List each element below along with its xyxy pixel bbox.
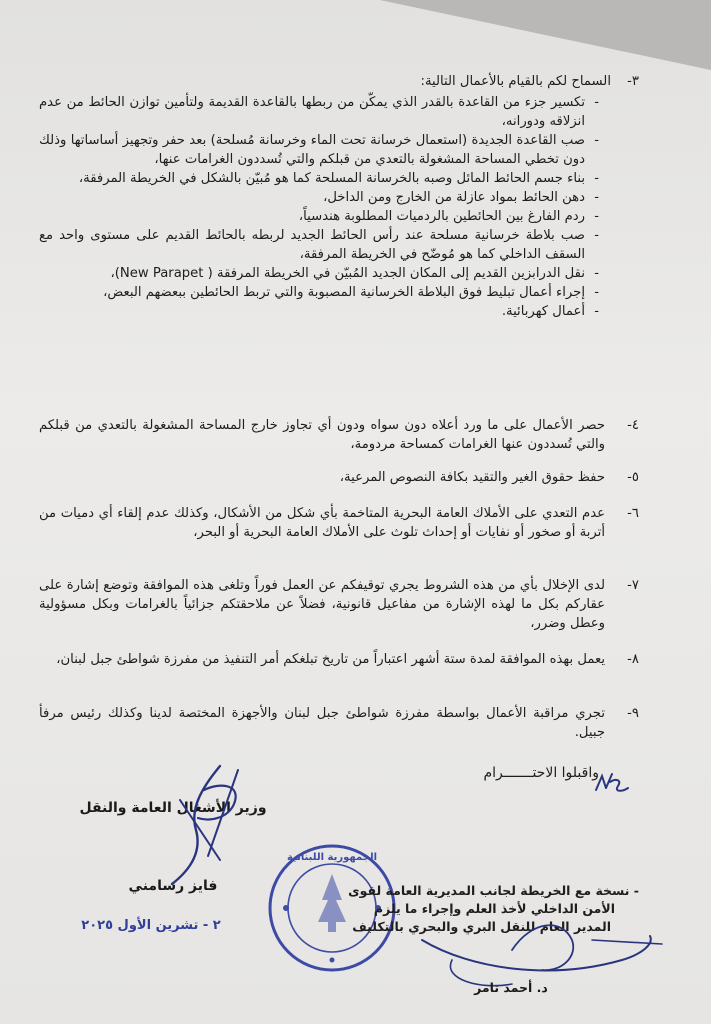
item-text: لدى الإخلال بأي من هذه الشروط يجري توقيفكم عن العمل فوراً وتلغى هذه الموافقة وتوضع إشارة على عقاركم بكل ما لهذه الإشارة من مفاعيل قانونية، فضلاً عن ملاحقتكم جزائياً بالغرامات وبكل مسؤولية وعطل وضرر، [39, 578, 605, 631]
bullet-item: - صب القاعدة الجديدة (استعمال خرسانة تحت الماء وخرسانة مُسلحة) بعد حفر وتجهيز أساساتها وذلك دون تخطي المساحة المشغولة بالتعدي من قبلكم والتي تُسددون الغرامات عنها، [39, 131, 599, 169]
item-number: ٣- [627, 74, 639, 89]
bullet-item: - تكسير جزء من القاعدة بالقدر الذي يمكّن من ربطها بالقاعدة القديمة ولتأمين توازن الحائط من عدم انزلاقه ودورانه، [39, 93, 599, 131]
bullet-item: - دهن الحائط بمواد عازلة من الخارج ومن الداخل، [39, 188, 599, 207]
item-number: ٦- [627, 506, 639, 521]
letter-date: ٢ - تشرين الأول ٢٠٢٥ [81, 918, 221, 933]
copy-note-line: الأمن الداخلي لأخذ العلم وإجراء ما يلزم [373, 901, 615, 916]
minister-title: وزير الأشغال العامة والنقل [79, 800, 267, 816]
item-number: ٩- [627, 706, 639, 721]
item-text: يعمل بهذه الموافقة لمدة ستة أشهر اعتباراً من تاريخ تبلغكم أمر التنفيذ من مفرزة شواطئ جبل لبنان، [56, 652, 605, 667]
bullet-item: - صب بلاطة خرسانية مسلحة عند رأس الحائط الجديد لربطه بالحائط القديم على مستوى واحد مع السقف الداخلي كما هو مُوضّح في الخريطة المرفقة، [39, 226, 599, 264]
copy-note-line: المدير العام للنقل البري والبحري بالتكليف [352, 919, 611, 934]
item-text: حفظ حقوق الغير والتقيد بكافة النصوص المرعية، [339, 470, 605, 485]
item-number: ٥- [627, 470, 639, 485]
item-text: عدم التعدي على الأملاك العامة البحرية المتاخمة بأي شكل من الأشكال، وكذلك عدم إلقاء أي دميات من أتربة أو صخور أو نفايات أو إحداث تلوث على الأملاك العامة البحرية أو البحر، [39, 506, 605, 540]
minister-signature [150, 760, 260, 890]
signatory-name: د. أحمد تامر [474, 980, 548, 995]
item-text: تجري مراقبة الأعمال بواسطة مفرزة شواطئ جبل لبنان والأجهزة المختصة لدينا وكذلك رئيس مرفأ جبيل. [39, 706, 605, 740]
bullet-item: - إجراء أعمال تبليط فوق البلاطة الخرسانية المصبوبة والتي تربط الحائطين ببعضهم البعض، [39, 283, 599, 302]
copy-note-line: - نسخة مع الخريطة لجانب المديرية العامة لقوى [348, 883, 639, 898]
item-number: ٤- [627, 418, 639, 433]
item-3-intro: السماح لكم بالقيام بالأعمال التالية: [420, 74, 611, 89]
bullet-item: - نقل الدرابزين القديم إلى المكان الجديد المُبيّن في الخريطة المرفقة ( New Parapet)، [39, 264, 599, 283]
minister-name: فايز رسامني [128, 878, 218, 894]
item-text: حصر الأعمال على ما ورد أعلاه دون سواه ودون أي تجاوز خارج المساحة المشغولة بالتعدي من قبلكم والتي تُسددون عنها الغرامات كمساحة مردومة، [39, 418, 605, 452]
bullet-item: - أعمال كهربائية. [39, 302, 599, 321]
item-number: ٧- [627, 578, 639, 593]
item-number: ٨- [627, 652, 639, 667]
bullet-item: - بناء جسم الحائط المائل وصبه بالخرسانة المسلحة كما هو مُبيّن بالشكل في الخريطة المرفقة، [39, 169, 599, 188]
stamp-header-text: الجمهورية اللبنانية [286, 852, 378, 863]
closing-line: واقبلوا الاحتـــــــرام [483, 765, 599, 781]
bullet-item: - ردم الفارغ بين الحائطين بالردميات المطلوبة هندسياً، [39, 207, 599, 226]
initials-mark [592, 770, 632, 796]
bullet-list [39, 93, 599, 321]
document-body [39, 72, 639, 772]
